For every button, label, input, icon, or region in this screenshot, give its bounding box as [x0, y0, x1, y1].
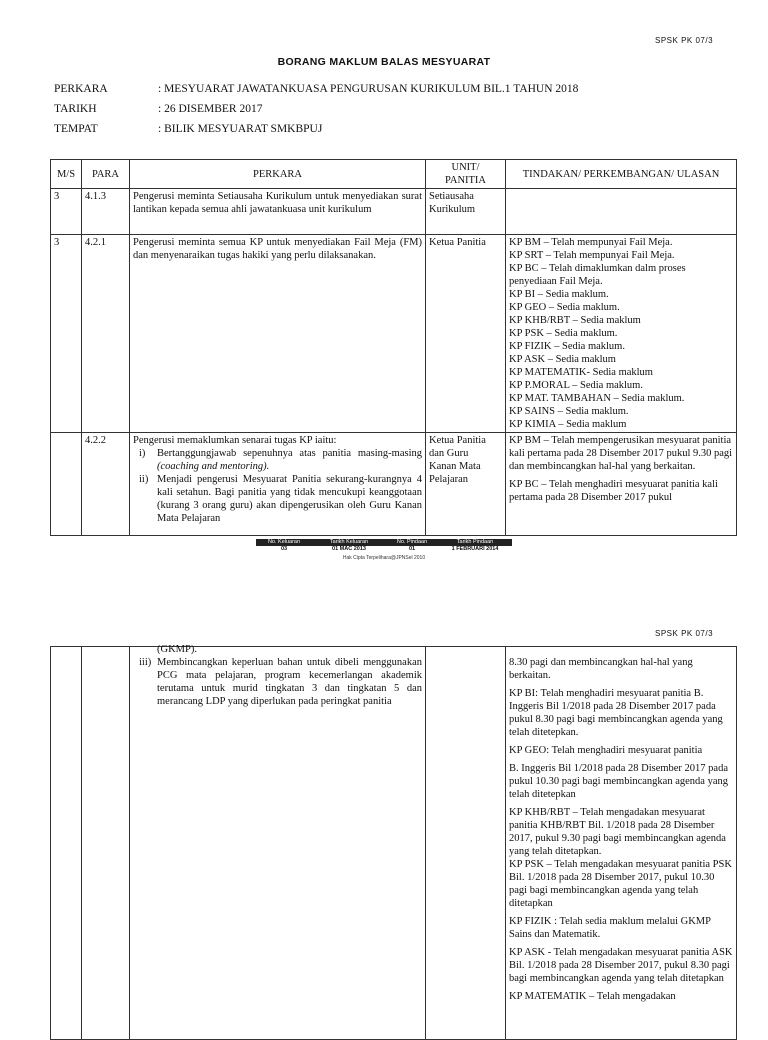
list-item [133, 447, 422, 473]
header-tindakan: TINDAKAN/ PERKEMBANGAN/ ULASAN [506, 160, 737, 189]
row3-unit-line: Pelajaran [429, 474, 469, 485]
row2-tindakan-line: KP MATEMATIK- Sedia maklum [509, 367, 653, 378]
tindakan-entry: B. Inggeris Bil 1/2018 pada 28 Disember 2017 pada pukul 10.30 pagi bagi membincangkan agenda yang telah ditetepkan [509, 763, 729, 800]
document-code: SPSK PK 07/3 [655, 36, 714, 45]
list-item-number: iii) [139, 657, 152, 668]
tindakan-entry: KP BI: Telah menghadiri mesyuarat panitia B. Inggeris Bil 1/2018 pada 28 Disember 2017 pada pukul 8.30 pagi bagi membincangkan agenda yang telah ditetepkan. [509, 688, 723, 738]
row2-tindakan-line: KP PSK – Sedia maklum. [509, 328, 618, 339]
cont-tindakan [506, 647, 737, 1040]
minutes-table-page1 [50, 159, 737, 536]
cont-perkara [130, 644, 426, 1040]
table-header-row [51, 160, 737, 189]
list-item-number: i) [139, 448, 146, 459]
table-row [51, 189, 737, 235]
revision-header: No. Pindaan [386, 539, 438, 546]
document-code: SPSK PK 07/3 [655, 629, 714, 638]
row2-tindakan-line: KP BC – Telah dimaklumkan dalm proses [509, 263, 686, 274]
tindakan-entry: KP GEO: Telah menghadiri mesyuarat panitia [509, 745, 703, 756]
row2-tindakan-line: KP KIMIA – Sedia maklum [509, 419, 627, 430]
row2-tindakan-line: KP ASK – Sedia maklum [509, 354, 616, 365]
revision-value: 1 FEBRUARI 2014 [451, 546, 499, 552]
row2-perkara: Pengerusi meminta semua KP untuk menyediakan Fail Meja (FM) dan menyenaraikan tugas hakiki yang perlu dilaksanakan. [130, 235, 426, 433]
tindakan-entry: 8.30 pagi dan membincangkan hal-hal yang berkaitan. [509, 657, 693, 681]
row2-tindakan-line: KP SRT – Telah mempunyai Fail Meja. [509, 250, 675, 261]
table-row [51, 647, 737, 1040]
row2-unit: Ketua Panitia [426, 235, 506, 433]
cont-perkara-text: (GKMP). [157, 644, 197, 655]
tindakan-entry: KP ASK - Telah mengadakan mesyuarat panitia ASK Bil. 1/2018 pada 28 Disember 2017, pukul 8.30 pagi bagi membincangkan agenda yang telah ditetapkan [509, 947, 733, 984]
meta-label-perkara: PERKARA [54, 83, 108, 95]
table-row [51, 433, 737, 536]
row1-unit-line1: Setiausaha [429, 191, 474, 202]
meta-value-perkara: : MESYUARAT JAWATANKUASA PENGURUSAN KURIKULUM BIL.1 TAHUN 2018 [158, 83, 579, 95]
header-perkara: PERKARA [130, 160, 426, 189]
revision-value: 01 [408, 546, 416, 552]
duty-list [133, 447, 422, 525]
list-item-text: Menjadi pengerusi Mesyuarat Panitia sekurang-kurangnya 4 kali setahun. Bagi panitia yang tidak mencukupi keanggotaan (kurang 3 orang guru) akan dipengerusikan oleh Guru Kanan Mata Pelajaran [157, 474, 422, 524]
row1-para: 4.1.3 [82, 189, 130, 235]
revision-header: No. Keluaran [256, 539, 312, 546]
row3-unit-line: Kanan Mata [429, 461, 481, 472]
list-item-text: Membincangkan keperluan bahan untuk dibeli menggunakan PCG mata pelajaran, program kecemerlangan akademik terutama untuk murid tingkatan 3 dan tingkatan 5 dan merancang LDP yang diperlukan pada peringkat panitia [157, 657, 422, 707]
row3-unit-line: Ketua Panitia [429, 435, 486, 446]
row1-unit-line2: Kurikulum [429, 204, 476, 215]
header-ms: M/S [51, 160, 82, 189]
row1-perkara: Pengerusi meminta Setiausaha Kurikulum untuk menyediakan surat lantikan kepada semua ahli jawatankuasa unit kurikulum [130, 189, 426, 235]
form-title: BORANG MAKLUM BALAS MESYUARAT [277, 56, 491, 68]
tindakan-entry: KP FIZIK : Telah sedia maklum melalui GKMP Sains dan Matematik. [509, 916, 711, 940]
header-unit-line1: UNIT/ [451, 162, 480, 173]
row2-tindakan-line: KP FIZIK – Sedia maklum. [509, 341, 625, 352]
row2-para: 4.2.1 [82, 235, 130, 433]
revision-header: Tarikh Pindaan [438, 539, 512, 546]
header-unit-line2: PANITIA [444, 175, 487, 186]
row1-ms: 3 [51, 189, 82, 235]
row2-tindakan-line: KP BI – Sedia maklum. [509, 289, 609, 300]
revision-table [256, 539, 512, 553]
row2-ms: 3 [51, 235, 82, 433]
row1-unit [426, 189, 506, 235]
tindakan-entry: KP PSK – Telah mengadakan mesyuarat panitia PSK Bil. 1/2018 pada 28 Disember 2017, pukul 10.30 pagi bagi membincangkan agenda yang telah ditetapkan [509, 859, 732, 909]
cont-para [82, 647, 130, 1040]
row3-para: 4.2.2 [82, 433, 130, 536]
row3-tindakan [506, 433, 737, 536]
tindakan-entry: KP MATEMATIK – Telah mengadakan [509, 991, 676, 1002]
row2-tindakan [506, 235, 737, 433]
meta-value-tempat: : BILIK MESYUARAT SMKBPUJ [158, 123, 323, 135]
list-item [133, 656, 422, 708]
list-item-number: ii) [139, 474, 149, 485]
copyright-notice: Hak Cipta Terpelihara@JPNSel 2010 [342, 555, 426, 561]
row3-tindakan-entry: KP BC – Telah menghadiri mesyuarat panitia kali pertama pada 28 Disember 2017 pukul [509, 479, 718, 503]
revision-value: 03 [280, 546, 288, 552]
revision-header: Tarikh Keluaran [312, 539, 386, 546]
revision-value-row [256, 546, 512, 553]
row2-tindakan-line: KP SAINS – Sedia maklum. [509, 406, 629, 417]
cont-ms [51, 647, 82, 1040]
meta-value-tarikh: : 26 DISEMBER 2017 [158, 103, 263, 115]
row3-unit-line: dan Guru [429, 448, 469, 459]
table-row [51, 235, 737, 433]
minutes-table-page2 [50, 646, 737, 1040]
header-para: PARA [82, 160, 130, 189]
tindakan-entry: KP KHB/RBT – Telah mengadakan mesyuarat panitia KHB/RBT Bil. 1/2018 pada 28 Disember 2017, pukul 9.30 pagi bagi membincangkan agenda yang telah ditetapkan. [509, 807, 726, 857]
list-item [133, 473, 422, 525]
row3-perkara [130, 433, 426, 536]
row2-tindakan-line: penyediaan Fail Meja. [509, 276, 603, 287]
row3-tindakan-entry: KP BM – Telah mempengerusikan mesyuarat panitia kali pertama pada 28 Disember 2017 pukul 9.30 pagi dan membincangkan hal-hal yang berkaitan. [509, 435, 733, 472]
cont-unit [426, 647, 506, 1040]
row3-ms [51, 433, 82, 536]
revision-value: 01 MAC 2013 [332, 546, 366, 552]
meta-label-tempat: TEMPAT [54, 123, 98, 135]
row3-intro: Pengerusi memaklumkan senarai tugas KP iaitu: [133, 435, 337, 446]
row3-unit [426, 433, 506, 536]
row2-tindakan-line: KP GEO – Sedia maklum. [509, 302, 620, 313]
header-unit [426, 160, 506, 189]
meta-label-tarikh: TARIKH [54, 103, 97, 115]
list-item-italic: (coaching and mentoring). [157, 461, 270, 472]
row2-tindakan-line: KP KHB/RBT – Sedia maklum [509, 315, 641, 326]
duty-list [133, 656, 422, 708]
list-item-text: Bertanggungjawab sepenuhnya atas panitia masing-masing [157, 448, 422, 459]
revision-header-row [256, 539, 512, 546]
row2-tindakan-line: KP MAT. TAMBAHAN – Sedia maklum. [509, 393, 685, 404]
row1-tindakan [506, 189, 737, 235]
row2-tindakan-line: KP BM – Telah mempunyai Fail Meja. [509, 237, 673, 248]
row2-tindakan-line: KP P.MORAL – Sedia maklum. [509, 380, 643, 391]
